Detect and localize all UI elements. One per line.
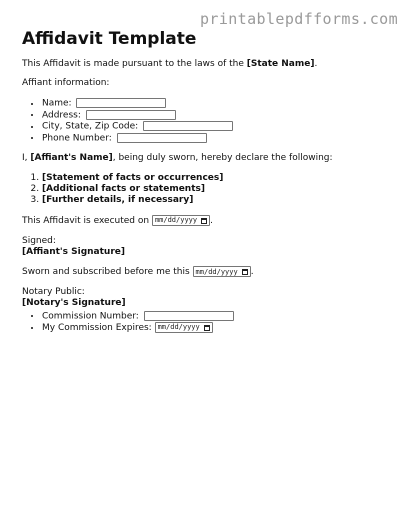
list-item [42,98,392,110]
calendar-icon[interactable] [242,269,248,275]
execution-end: . [210,216,213,227]
list-item [42,322,392,334]
list-item [42,110,392,122]
declaration-prefix: I, [22,153,31,164]
notary-label: Notary Public: [22,287,85,298]
execution-text: This Affidavit is executed on [22,216,150,227]
execution-date-input[interactable] [152,215,210,226]
commission-expires-label: My Commission Expires: [42,323,152,334]
list-item [42,173,392,184]
address-field[interactable] [86,110,176,120]
list-item [42,311,392,323]
name-field[interactable] [76,98,166,108]
list-item [42,121,392,133]
declaration-suffix: , being duly sworn, hereby declare the following: [112,153,333,164]
affiant-name-placeholder: [Affiant's Name] [30,153,113,164]
statement-2: [Additional facts or statements] [42,184,205,195]
declaration-paragraph [22,153,392,164]
date-placeholder: mm/dd/yyyy [157,323,200,332]
sworn-paragraph [22,266,392,278]
notary-block [22,287,392,309]
notary-signature-placeholder: [Notary's Signature] [22,298,126,309]
commission-number-label: Commission Number: [42,311,139,322]
affiant-info-list [22,98,392,144]
phone-number-field[interactable] [117,133,207,143]
intro-text: This Affidavit is made pursuant to the laws of the [22,58,247,69]
signed-label: Signed: [22,235,56,246]
phone-number-label: Phone Number: [42,133,112,144]
list-item [42,195,392,206]
page-title: Affidavit Template [22,29,197,49]
affidavit-document [22,30,392,343]
sworn-text: Sworn and subscribed before me this [22,267,190,278]
statement-3: [Further details, if necessary] [42,195,194,206]
sworn-date-input[interactable] [193,266,251,277]
date-placeholder: mm/dd/yyyy [154,216,198,225]
list-item [42,184,392,195]
city-state-zip-label: City, State, Zip Code: [42,121,139,132]
execution-paragraph [22,215,392,227]
date-placeholder: mm/dd/yyyy [195,267,238,276]
watermark: printablepdfforms.com [199,10,398,28]
calendar-icon[interactable] [204,325,210,331]
declaration-list [22,173,392,206]
statement-1: [Statement of facts or occurrences] [42,173,224,184]
name-label: Name: [42,98,72,109]
sworn-end: . [250,267,254,278]
affiant-signature-placeholder: [Affiant's Signature] [22,246,125,257]
city-state-zip-field[interactable] [143,121,233,131]
commission-expires-date-input[interactable] [155,322,213,333]
list-item [42,133,392,145]
commission-number-field[interactable] [144,311,234,321]
notary-info-list [22,311,392,335]
intro-paragraph [22,59,392,70]
address-label: Address: [42,110,81,121]
intro-end: . [314,58,318,69]
signed-block [22,236,392,258]
affiant-info-heading: Affiant information: [22,78,110,89]
state-name-placeholder: [State Name] [246,58,315,69]
calendar-icon[interactable] [201,218,207,224]
